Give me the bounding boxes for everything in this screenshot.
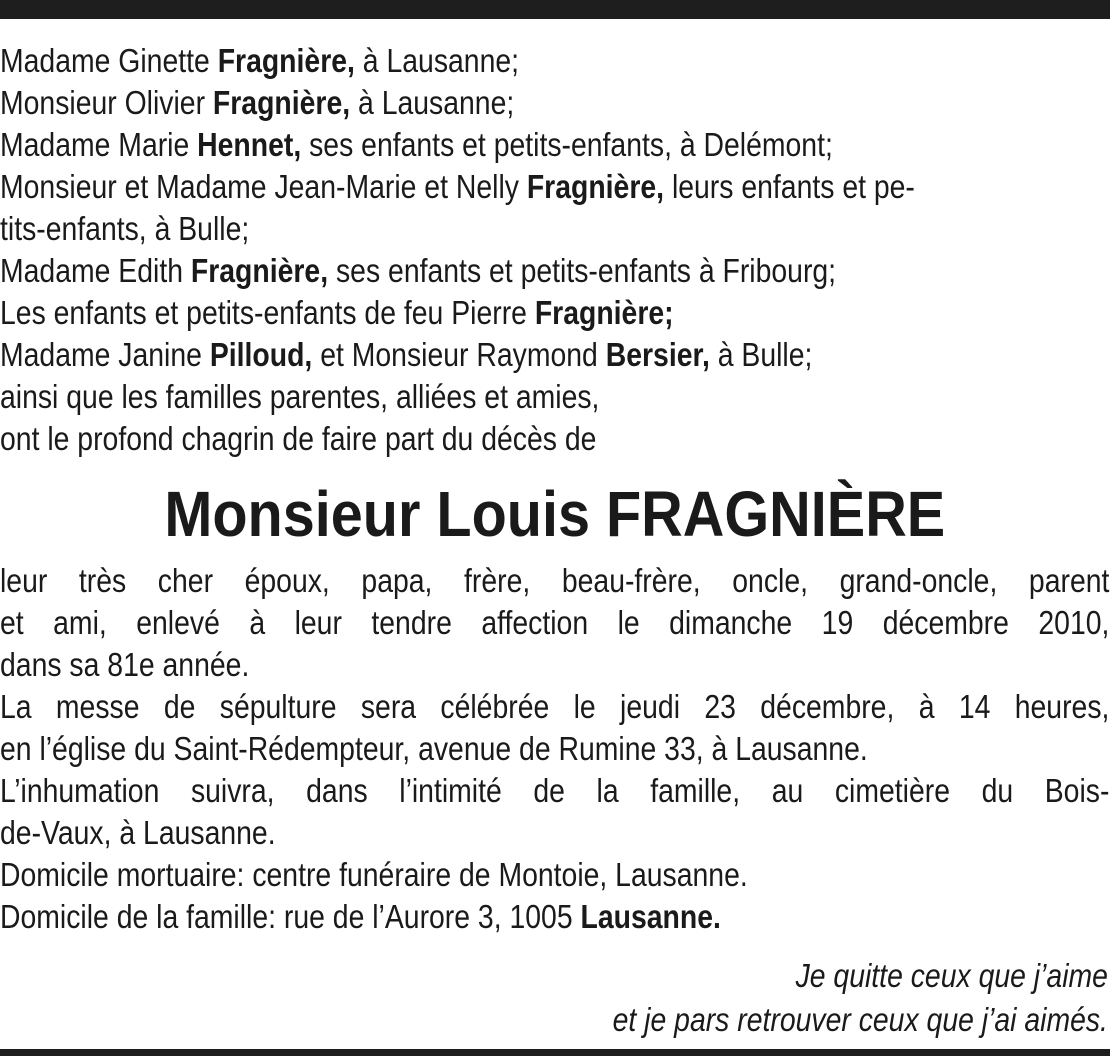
body-line (0, 896, 1109, 938)
family-text: Madame Ginette (0, 42, 218, 79)
family-text: Les enfants et petits-enfants de feu Pierre (0, 294, 535, 331)
body-line: en l’église du Saint-Rédempteur, avenue de Rumine 33, à Lausanne. (0, 730, 868, 767)
family-line-7 (0, 292, 1109, 334)
body-line: leur très cher époux, papa, frère, beau-frère, oncle, grand-oncle, parent (0, 562, 1110, 599)
family-line-2 (0, 82, 1109, 124)
family-surname: Fragnière, (190, 252, 329, 289)
family-list (0, 40, 1109, 460)
epitaph-quote (613, 954, 1108, 1042)
body-line: L’inhumation suivra, dans l’intimité de la famille, au cimetière du Bois- (0, 772, 1110, 809)
family-surname: Fragnière, (212, 84, 351, 121)
family-text: à Bulle; (709, 336, 813, 373)
family-surname: Hennet, (197, 126, 302, 163)
body-line: et ami, enlevé à leur tendre affection le dimanche 19 décembre 2010, (0, 604, 1110, 641)
family-text: et Monsieur Raymond (312, 336, 606, 373)
family-line-4 (0, 166, 1109, 208)
family-text: Monsieur et Madame Jean-Marie et Nelly (0, 168, 527, 205)
announcement-body (0, 560, 1109, 938)
quote-line-1: Je quitte ceux que j’aime (795, 957, 1108, 994)
family-text: à Lausanne; (350, 84, 515, 121)
family-line-8 (0, 334, 1109, 376)
family-surname: Bersier, (605, 336, 710, 373)
family-surname: Fragnière, (526, 168, 665, 205)
family-text: Monsieur Olivier (0, 84, 213, 121)
family-surname: Pilloud, (209, 336, 313, 373)
family-line-5 (0, 208, 1109, 250)
body-line: La messe de sépulture sera célébrée le jeudi 23 décembre, à 14 heures, (0, 688, 1110, 725)
family-line-1 (0, 40, 1109, 82)
deceased-name-text: Monsieur Louis FRAGNIÈRE (164, 478, 946, 550)
family-text: ont le profond chagrin de faire part du décès de (0, 420, 597, 457)
family-text: ainsi que les familles parentes, alliées et amies, (0, 378, 600, 415)
family-city: Lausanne. (580, 898, 721, 935)
quote-line-2: et je pars retrouver ceux que j’ai aimés. (612, 1001, 1108, 1038)
family-text: Madame Janine (0, 336, 210, 373)
family-line-9 (0, 376, 1109, 418)
family-text: leurs enfants et pe- (664, 168, 915, 205)
family-text: à Lausanne; (354, 42, 520, 79)
family-text: Madame Marie (0, 126, 198, 163)
family-text: Madame Edith (0, 252, 191, 289)
family-line-10 (0, 418, 1109, 460)
family-surname: Fragnière, (217, 42, 355, 79)
family-text: ses enfants et petits-enfants, à Delémont; (301, 126, 833, 163)
body-line: de-Vaux, à Lausanne. (0, 814, 276, 851)
family-text: ses enfants et petits-enfants à Fribourg; (328, 252, 837, 289)
body-line: dans sa 81e année. (0, 646, 250, 683)
family-surname: Fragnière; (534, 294, 674, 331)
family-line-3 (0, 124, 1109, 166)
body-text: Domicile de la famille: rue de l’Aurore 3, 1005 (0, 898, 581, 935)
deceased-name (0, 478, 1110, 550)
bottom-rule (0, 1049, 1110, 1056)
body-line: Domicile mortuaire: centre funéraire de Montoie, Lausanne. (0, 856, 748, 893)
top-rule (0, 0, 1110, 19)
family-text: tits-enfants, à Bulle; (0, 210, 250, 247)
family-line-6 (0, 250, 1109, 292)
